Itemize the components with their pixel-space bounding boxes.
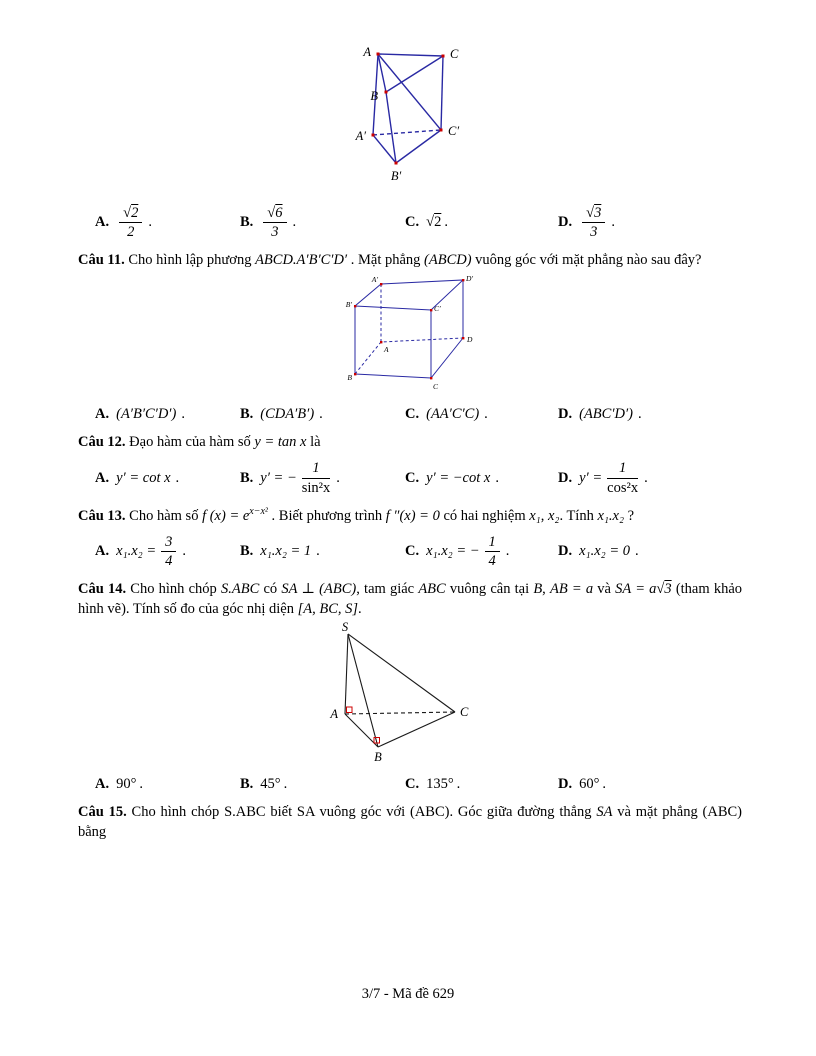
- question-text: vuông cân tại: [449, 581, 530, 598]
- exponent: x−x²: [249, 506, 268, 518]
- pyramid-edge: [345, 714, 378, 747]
- pyramid-svg: [323, 622, 498, 764]
- prism-edge: [378, 54, 443, 56]
- answer-value: x₁.x₂ = −: [426, 543, 480, 560]
- answer-value: (AA′C′C): [426, 406, 480, 423]
- answer-label: C.: [405, 469, 420, 486]
- answer-label: D.: [558, 469, 573, 486]
- math-expression: AB = a: [549, 581, 594, 598]
- vertex-label-c-prime: C′: [447, 124, 459, 138]
- q11-answer-a: [95, 406, 240, 423]
- q11-answer-d: [558, 406, 742, 423]
- q13-answer-b: [240, 543, 405, 560]
- q14-answer-b: [240, 776, 405, 793]
- q15-statement: [78, 802, 742, 842]
- q12-answer-b: [240, 459, 405, 496]
- answer-tail: .: [495, 469, 499, 486]
- question-text: , tam giác: [356, 581, 415, 598]
- radical-sign: √: [656, 581, 665, 598]
- answer-label: C.: [405, 406, 420, 423]
- vertex-label-c: C: [459, 705, 468, 720]
- answer-value: 135°: [426, 776, 454, 793]
- question-text: . Biết phương trình: [271, 507, 383, 524]
- fraction: [263, 205, 286, 240]
- answer-tail: .: [319, 406, 323, 423]
- prism-svg: [338, 42, 483, 192]
- answer-value: (A′B′C′D′): [116, 406, 177, 423]
- answer-tail: .: [644, 469, 648, 486]
- math-expression: [615, 581, 671, 597]
- answer-tail: .: [611, 214, 615, 231]
- answer-label: B.: [240, 469, 254, 486]
- pyramid-edge: [348, 634, 455, 712]
- fraction-numerator: 3: [161, 534, 176, 552]
- math-expression: SA ⊥ (ABC): [281, 581, 357, 598]
- question-text: . Mặt phẳng: [350, 252, 421, 269]
- answer-label: A.: [95, 406, 110, 423]
- math-expression: x₁: [529, 507, 541, 524]
- cube-hidden-edge: [355, 338, 463, 374]
- answer-label: D.: [558, 776, 573, 793]
- function-base: f (x) = e: [202, 507, 250, 524]
- q12-answers: [78, 459, 742, 496]
- q12-answer-d: [558, 459, 742, 496]
- vertex-label-a: A: [384, 345, 389, 355]
- question-text: Cho hình lập phương: [128, 252, 252, 269]
- math-expression: x₂: [547, 507, 560, 524]
- answer-value: (CDA′B′): [260, 406, 315, 423]
- vertex-label-c-prime: C′: [434, 304, 441, 314]
- answer-value: 60°: [579, 776, 600, 793]
- q13-answers: [78, 533, 742, 570]
- q11-answers: [78, 406, 742, 423]
- q10-answer-a: [95, 204, 240, 241]
- pyramid-edge: [345, 634, 348, 714]
- radical-sign: √: [267, 205, 276, 221]
- question-text: và mặt phẳng (ABC) bằng: [78, 804, 743, 841]
- vertex-label-b: B: [373, 750, 382, 765]
- vertex-label-a-prime: A′: [371, 275, 378, 285]
- prism-hidden-edge: [373, 130, 441, 135]
- question-number: Câu 15.: [78, 804, 127, 821]
- q14-answers: [78, 776, 742, 793]
- question-text: là: [310, 434, 321, 451]
- q10-answer-c: [405, 214, 558, 231]
- answer-tail: .: [602, 776, 607, 793]
- q10-answer-d: [558, 204, 742, 241]
- answer-label: A.: [95, 214, 110, 231]
- answer-value: y′ = −: [260, 469, 297, 486]
- question-text: (tham khảo hình vẽ). Tính số đo của góc nhị diện: [78, 581, 743, 618]
- q14-answer-a: [95, 776, 240, 793]
- q14-answer-c: [405, 776, 558, 793]
- vertex-label-c: C: [449, 47, 458, 61]
- answer-value: x₁.x₂ =: [116, 543, 157, 560]
- answer-label: C.: [405, 776, 420, 793]
- fraction: [119, 205, 142, 240]
- pyramid-hidden-edge: [345, 712, 455, 714]
- cube-figure: [78, 274, 742, 399]
- fraction-denominator: 3: [590, 224, 598, 241]
- pyramid-edge: [378, 712, 455, 747]
- answer-label: B.: [240, 543, 254, 560]
- answer-tail: .: [336, 469, 340, 486]
- math-expression: S.ABC: [221, 581, 260, 598]
- radical-arg: 3: [594, 205, 602, 221]
- question-number: Câu 13.: [78, 507, 126, 524]
- answer-tail: .: [148, 214, 152, 231]
- q10-answers: [78, 204, 742, 241]
- answer-tail: .: [634, 543, 639, 560]
- question-text: .: [358, 601, 362, 618]
- question-number: Câu 12.: [78, 434, 126, 451]
- vertex-label-b: B: [347, 373, 352, 383]
- radical-arg: 2: [434, 214, 442, 231]
- q10-answer-b: [240, 204, 405, 241]
- math-expression: [202, 508, 268, 524]
- answer-tail: .: [182, 543, 186, 560]
- vertex-label-b-prime: B′: [345, 300, 352, 310]
- pyramid-figure: [78, 622, 742, 769]
- q12-statement: [78, 432, 742, 452]
- radical-arg: 6: [275, 205, 283, 221]
- math-expression: y = tan x: [254, 434, 307, 451]
- math-expression: B: [533, 581, 543, 598]
- question-text: Đạo hàm của hàm số: [129, 434, 251, 451]
- radical-arg: 3: [664, 581, 672, 598]
- fraction-numerator: [582, 205, 605, 223]
- answer-tail: .: [444, 214, 448, 231]
- fraction-numerator: 1: [607, 460, 638, 478]
- answer-label: D.: [558, 543, 573, 560]
- radical-arg: 2: [131, 205, 139, 221]
- prism-figure: [78, 42, 742, 197]
- vertex-label-c: C: [433, 382, 439, 392]
- fraction-numerator: 1: [302, 460, 331, 478]
- vertex-label-b: B: [369, 89, 378, 103]
- math-expression: (ABCD): [424, 252, 472, 269]
- radical-sign: √: [123, 205, 132, 221]
- fraction-denominator: 4: [488, 553, 496, 570]
- question-number: Câu 14.: [78, 581, 127, 598]
- question-text: có: [263, 581, 278, 598]
- q11-answer-b: [240, 406, 405, 423]
- answer-value: 90°: [116, 776, 137, 793]
- answer-tail: .: [292, 214, 297, 231]
- pyramid-edge: [348, 634, 378, 747]
- answer-tail: .: [637, 406, 642, 423]
- math-expression: [A, BC, S]: [297, 601, 359, 618]
- sa-expression: SA = a: [615, 581, 657, 598]
- fraction-numerator: [263, 205, 286, 223]
- vertex-label-d: D: [467, 335, 473, 345]
- answer-label: A.: [95, 776, 110, 793]
- question-text: Cho hàm số: [129, 507, 199, 524]
- math-expression: ABC: [418, 581, 446, 598]
- q14-statement: [78, 579, 742, 619]
- fraction-numerator: [119, 205, 142, 223]
- question-text: và: [597, 581, 611, 598]
- answer-value: (ABC′D′): [579, 406, 633, 423]
- math-expression: x₁.x₂: [597, 507, 625, 524]
- prism-edge: [441, 56, 443, 130]
- q13-answer-d: [558, 543, 742, 560]
- answer-tail: .: [283, 776, 288, 793]
- answer-label: A.: [95, 469, 110, 486]
- q12-answer-c: [405, 470, 558, 487]
- answer-tail: .: [139, 776, 144, 793]
- answer-value: y′ = cot x: [116, 469, 171, 486]
- fraction-denominator: 2: [127, 224, 135, 241]
- answer-label: B.: [240, 776, 254, 793]
- q14-answer-d: [558, 776, 742, 793]
- sqrt-expression: [426, 214, 441, 231]
- math-expression: f ″(x) = 0: [385, 507, 440, 524]
- vertex-label-d-prime: D′: [466, 274, 474, 284]
- vertex-label-a: A: [362, 45, 371, 59]
- q13-answer-a: [95, 533, 240, 570]
- answer-value: x₁.x₂ = 0: [579, 543, 630, 560]
- cube-edge: [355, 280, 463, 310]
- vertex-markers: [371, 53, 444, 165]
- right-angle-markers: [346, 707, 379, 743]
- answer-value: x₁.x₂ = 1: [260, 543, 312, 560]
- q13-statement: [78, 506, 742, 526]
- vertex-label-s: S: [341, 622, 348, 635]
- math-expression: SA: [596, 804, 613, 821]
- prism-edge: [396, 130, 441, 163]
- answer-label: D.: [558, 406, 573, 423]
- question-number: Câu 11.: [78, 252, 125, 269]
- question-text: vuông góc với mặt phẳng nào sau đây?: [475, 252, 702, 269]
- vertex-label-a: A: [329, 707, 338, 722]
- answer-value: y′ = −cot x: [426, 469, 491, 486]
- fraction-denominator: 3: [271, 224, 279, 241]
- radical-sign: √: [586, 205, 595, 221]
- question-text: ,: [542, 581, 546, 598]
- fraction: [302, 460, 331, 495]
- answer-tail: .: [175, 469, 180, 486]
- math-expression: ABCD.A′B′C′D′: [255, 252, 348, 269]
- question-text: ?: [627, 507, 635, 524]
- answer-value: y′ =: [579, 469, 603, 486]
- q11-answer-c: [405, 406, 558, 423]
- cube-edge: [355, 338, 463, 378]
- answer-tail: .: [316, 543, 320, 560]
- answer-tail: .: [181, 406, 185, 423]
- answer-tail: .: [505, 543, 510, 560]
- fraction-denominator: sin²x: [301, 479, 331, 496]
- page-footer: 3/7 - Mã đề 629: [361, 986, 455, 1002]
- fraction: [161, 534, 176, 569]
- answer-label: D.: [558, 214, 573, 231]
- vertex-label-b-prime: B′: [390, 169, 401, 183]
- fraction: [607, 460, 638, 495]
- question-text: có hai nghiệm: [443, 507, 526, 524]
- q13-answer-c: [405, 533, 558, 570]
- answer-label: A.: [95, 543, 110, 560]
- q11-statement: [78, 250, 742, 270]
- answer-value: 45°: [260, 776, 281, 793]
- fraction-numerator: 1: [485, 534, 500, 552]
- fraction: [582, 205, 605, 240]
- answer-label: B.: [240, 406, 254, 423]
- vertex-label-a-prime: A′: [355, 129, 366, 143]
- q12-answer-a: [95, 470, 240, 487]
- answer-label: B.: [240, 214, 254, 231]
- question-text: Cho hình chóp: [130, 581, 217, 598]
- question-text: ,: [540, 507, 545, 524]
- answer-tail: .: [456, 776, 461, 793]
- fraction: [485, 534, 500, 569]
- answer-tail: .: [484, 406, 488, 423]
- fraction-denominator: cos²x: [607, 479, 639, 496]
- question-text: . Tính: [559, 507, 594, 524]
- answer-label: C.: [405, 543, 420, 560]
- answer-label: C.: [405, 214, 420, 231]
- fraction-denominator: 4: [165, 553, 173, 570]
- cube-svg: [343, 274, 477, 394]
- radical-sign: √: [426, 214, 435, 231]
- question-text: Cho hình chóp S.ABC biết SA vuông góc với (ABC). Góc giữa đường thẳng: [131, 804, 592, 821]
